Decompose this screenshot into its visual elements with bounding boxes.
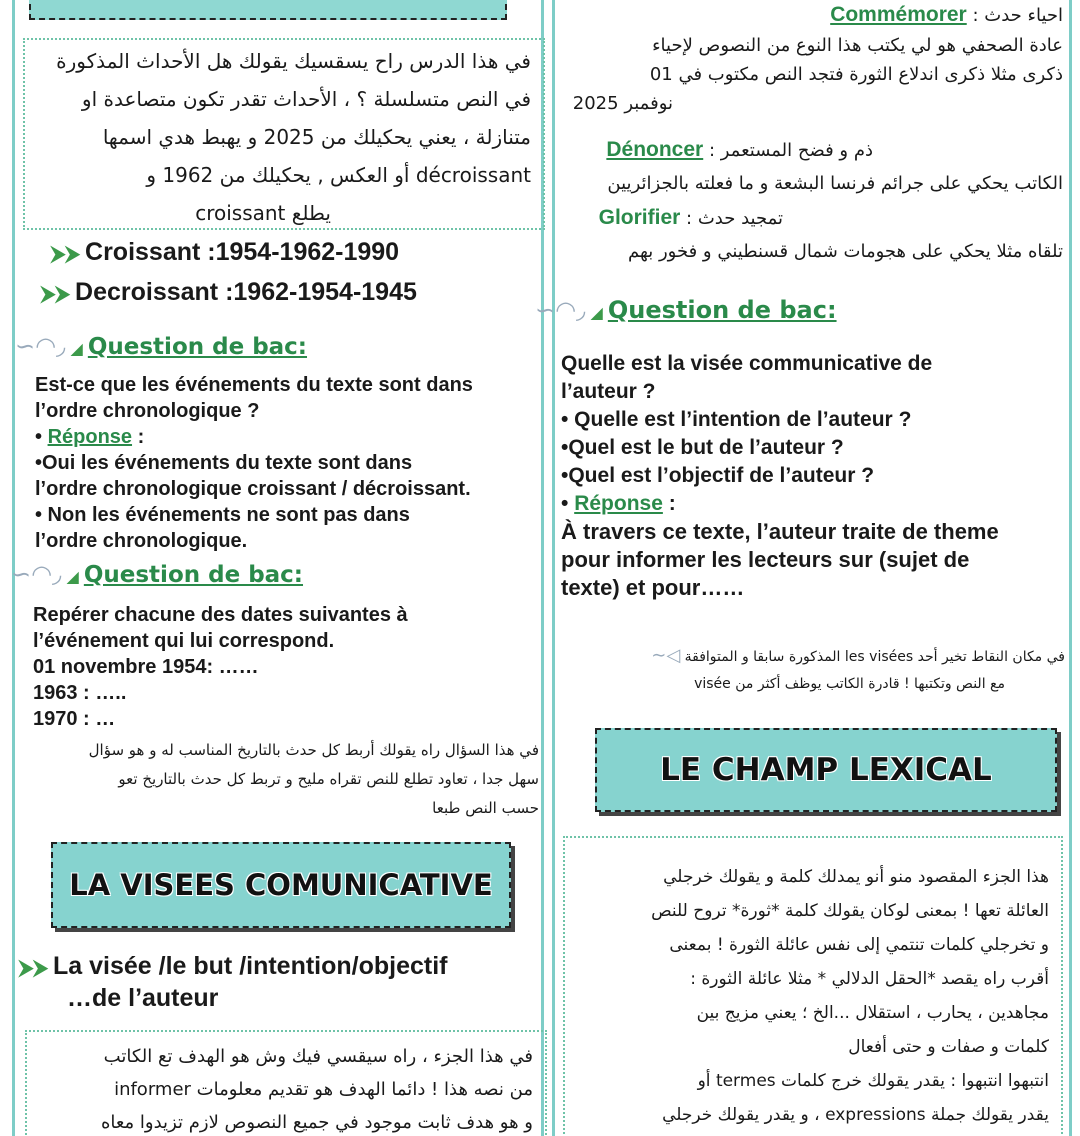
answer-line: pour informer les lecteurs sur (sujet de bbox=[561, 547, 970, 572]
visee-note bbox=[575, 642, 1065, 698]
note-line: في هذا السؤال راه يقولك أربط كل حدث بالتاريخ المناسب له و هو سؤال bbox=[88, 741, 539, 759]
question-2-block bbox=[33, 602, 543, 732]
question-line: Quelle est la visée communicative de bbox=[561, 352, 933, 375]
champ-line: العائلة تعها ! بمعنى لوكان يقولك كلمة *ثورة* تروح للنص bbox=[651, 901, 1049, 921]
croissant-row bbox=[51, 238, 541, 266]
champ-line: و تخرجلي كلمات تنتمي إلى نفس عائلة الثورة ! بمعنى bbox=[669, 935, 1049, 955]
intro-box bbox=[23, 38, 545, 230]
champ-line: أقرب راه يقصد *الحقل الدلالي * مثلا عائلة الثورة : bbox=[690, 969, 1049, 989]
decroissant-row bbox=[41, 278, 541, 306]
champ-line: هذا الجزء المقصود منو أنو يمدلك كلمة و يقولك خرجلي bbox=[663, 867, 1049, 887]
swirl-icon: ◁∽ bbox=[651, 645, 681, 666]
triangle-icon: ◢ bbox=[590, 303, 603, 322]
question-line: •Quel est l’objectif de l’auteur ? bbox=[561, 464, 875, 487]
answer-line: l’ordre chronologique croissant / décroissant. bbox=[35, 478, 471, 500]
commemorer-term: Commémorer bbox=[830, 3, 967, 26]
note-line: حسب النص طبعا bbox=[432, 799, 539, 817]
question-3-block bbox=[561, 350, 1066, 602]
question-line: l’auteur ? bbox=[561, 380, 656, 403]
question-line: l’ordre chronologique ? bbox=[35, 400, 260, 422]
glorifier-term: Glorifier bbox=[598, 206, 681, 229]
swirl-icon: ∽◠◞ bbox=[15, 332, 66, 360]
swirl-icon: ∽◠◞ bbox=[11, 560, 62, 588]
answer-line: texte) et pour…… bbox=[561, 575, 745, 600]
champ-explanation-box bbox=[563, 836, 1063, 1136]
commemorer-line: نوفمبر 2025 bbox=[572, 93, 673, 114]
visees-title-box bbox=[51, 842, 511, 928]
champ-title-box bbox=[595, 728, 1057, 812]
question-line: Est-ce que les événements du texte sont dans bbox=[35, 374, 473, 396]
explanation-line: و هو هدف ثابت موجود في جميع النصوص لازم تزيدوا معاه bbox=[100, 1112, 533, 1133]
intro-line: في هذا الدرس راح يسقسيك يقولك هل الأحداث المذكورة bbox=[56, 49, 531, 73]
answer-line: l’ordre chronologique. bbox=[35, 530, 248, 552]
answer-line: •Oui les événements du texte sont dans bbox=[35, 452, 413, 474]
denoncer-term: Dénoncer bbox=[606, 138, 704, 161]
decroissant-text: Decroissant :1962-1954-1945 bbox=[75, 278, 417, 306]
champ-line: مجاهدين ، يحارب ، استقلال ...الخ ؛ يعني مزيج بين bbox=[696, 1003, 1049, 1023]
explanation-line: في هذا الجزء ، راه سيقسي فيك وش هو الهدف تع الكاتب bbox=[103, 1046, 533, 1067]
question-line: •Quel est le but de l’auteur ? bbox=[561, 436, 844, 459]
visees-title: LA VISEES COMUNICATIVE bbox=[69, 868, 493, 902]
question-line: l’événement qui lui correspond. bbox=[33, 630, 335, 652]
visee-heading: ⮞⮞ La visée /le but /intention/objectif …de l’auteur bbox=[19, 952, 448, 1012]
question-line: 1970 : … bbox=[33, 708, 116, 730]
arrow-icon: ⮞⮞ bbox=[41, 281, 70, 305]
visee-explanation-box bbox=[25, 1030, 547, 1136]
intro-line: décroissant أو العكس , يحكيلك من 1962 و bbox=[146, 163, 531, 187]
commemorer-line: ذكرى مثلا ذكرى اندلاع الثورة فتجد النص مكتوب في 01 bbox=[649, 64, 1063, 85]
question-line: 01 novembre 1954: …… bbox=[33, 656, 259, 678]
question-heading-2: ∽◠◞ ◢ Question de bac: bbox=[11, 560, 304, 588]
intro-line: في النص متسلسلة ؟ ، الأحداث تقدر تكون متصاعدة او bbox=[81, 87, 531, 111]
triangle-icon: ◢ bbox=[66, 567, 79, 586]
question-1-block bbox=[35, 372, 545, 554]
glorifier-block: تمجيد حدث : Glorifier تلقاه مثلا يحكي على هجومات شمال قسنطيني و فخور بهم bbox=[563, 202, 1063, 269]
answer-line: • Non les événements ne sont pas dans bbox=[35, 504, 410, 526]
commemorer-line: عادة الصحفي هو لي يكتب هذا النوع من النصوص لإحياء bbox=[652, 35, 1063, 56]
top-title-box-remnant bbox=[29, 0, 507, 20]
note-line: سهل جدا ، تعاود تطلع للنص تقراه مليح و تربط كل حدث بالتاريخ تعو bbox=[118, 770, 539, 788]
question-heading-1: ∽◠◞ ◢ Question de bac: bbox=[15, 332, 308, 360]
explanation-line: من نصه هذا ! دائما الهدف هو تقديم معلومات informer bbox=[114, 1079, 533, 1100]
question-heading-3: ∽◠◞ ◢ Question de bac: bbox=[535, 296, 837, 324]
champ-line: كلمات و صفات و حتى أفعال bbox=[848, 1037, 1049, 1057]
note-line: مع النص وتكتبها ! قادرة الكاتب يوظف أكثر من visée bbox=[694, 676, 1005, 692]
reponse-line: • Réponse : bbox=[561, 492, 676, 515]
intro-line: متنازلة ، يعني يحكيلك من 2025 و يهبط هدي اسمها bbox=[102, 125, 531, 149]
answer-line: À travers ce texte, l’auteur traite de theme bbox=[561, 519, 999, 544]
champ-line: يقدر يقولك جملة expressions ، و يقدر يقولك خرجلي bbox=[662, 1105, 1049, 1125]
denoncer-block: ذم و فضح المستعمر : Dénoncer الكاتب يحكي على جرائم فرنسا البشعة و ما فعلته بالجزائريين bbox=[563, 134, 1063, 201]
right-column bbox=[535, 0, 1072, 1136]
arrow-icon: ⮞⮞ bbox=[19, 955, 48, 979]
champ-line: انتبهوا انتبهوا : يقدر يقولك خرج كلمات termes أو bbox=[697, 1071, 1049, 1091]
croissant-text: Croissant :1954-1962-1990 bbox=[85, 238, 400, 266]
commemorer-block: احياء حدث : Commémorer عادة الصحفي هو لي يكتب هذا النوع من النصوص لإحياء ذكرى مثلا ذكرى اندلاع الثورة فتجد النص مكتوب في 01 نوفمبر 2025 bbox=[563, 0, 1063, 118]
left-column bbox=[12, 0, 544, 1136]
denoncer-line: الكاتب يحكي على جرائم فرنسا البشعة و ما فعلته بالجزائريين bbox=[607, 173, 1063, 194]
swirl-icon: ∽◠◞ bbox=[535, 296, 586, 324]
question-2-note bbox=[45, 736, 539, 823]
reponse-line: • Réponse : bbox=[35, 426, 145, 448]
arrow-icon: ⮞⮞ bbox=[51, 241, 80, 265]
question-line: 1963 : ….. bbox=[33, 682, 127, 704]
note-line: في مكان النقاط تخير أحد les visées المذكورة سابقا و المتوافقة ◁∽ bbox=[651, 645, 1065, 666]
glorifier-line: تلقاه مثلا يحكي على هجومات شمال قسنطيني و فخور بهم bbox=[627, 241, 1063, 262]
champ-title: LE CHAMP LEXICAL bbox=[660, 752, 992, 788]
question-line: • Quelle est l’intention de l’auteur ? bbox=[561, 408, 912, 431]
question-line: Repérer chacune des dates suivantes à bbox=[33, 604, 408, 626]
intro-line: يطلع croissant bbox=[195, 201, 331, 225]
triangle-icon: ◢ bbox=[70, 339, 83, 358]
